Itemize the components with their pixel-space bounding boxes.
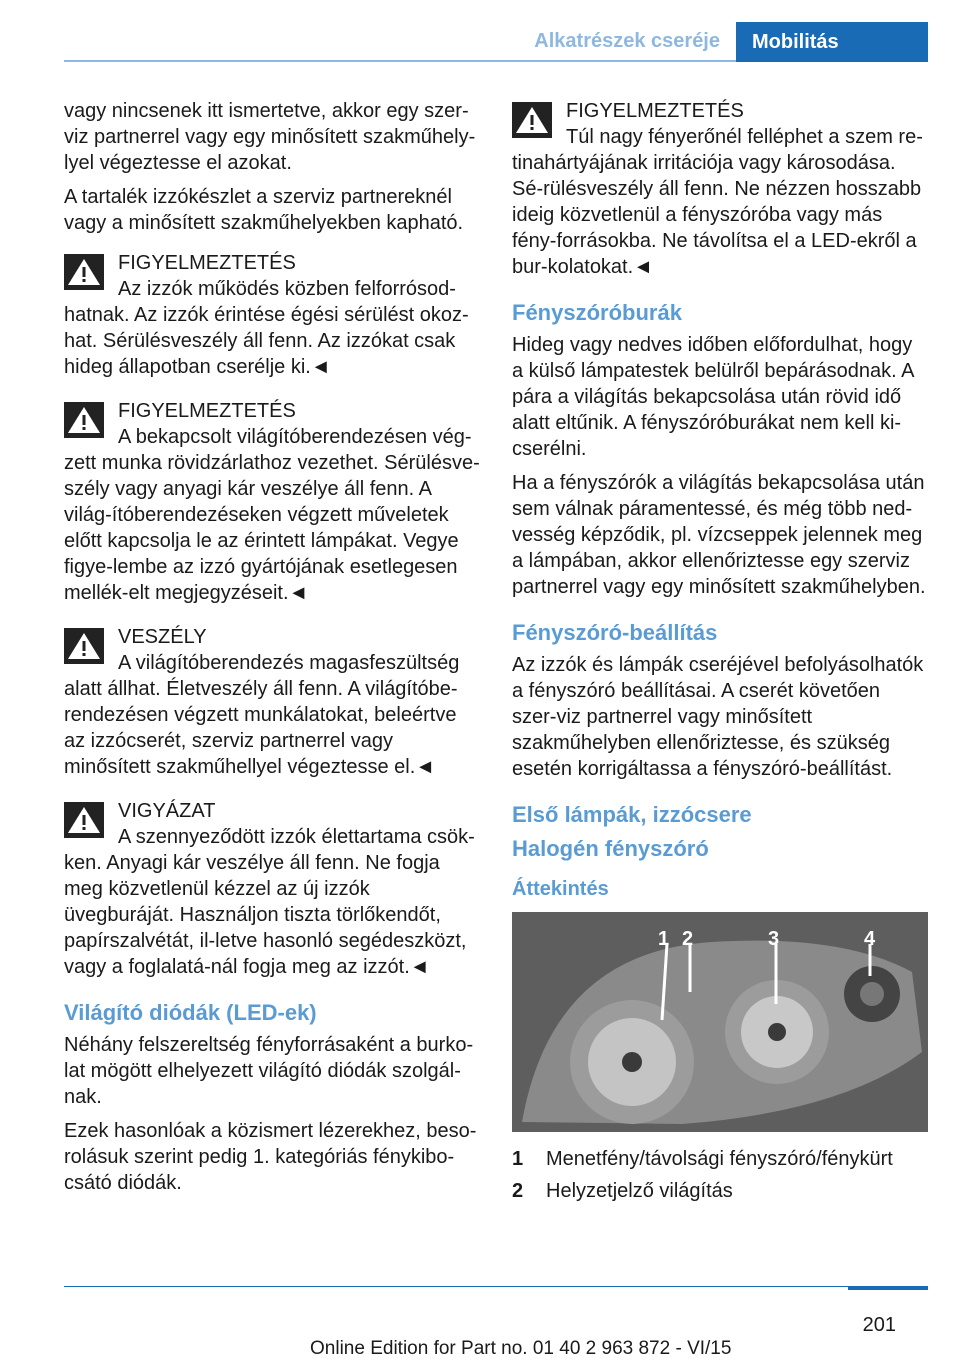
warning-text: Az izzók működés közben felforrósod-hatnak. Az izzók érintése égési sérülést okoz-hat. Sérülésveszély áll fenn. Az izzókat csak hideg állapotban cserélje ki.◄ xyxy=(64,278,469,378)
warning-icon xyxy=(64,402,104,438)
warning-title: FIGYELMEZTETÉS xyxy=(566,100,744,122)
subsection-heading: Halogén fényszóró xyxy=(512,836,709,861)
headlight-photo xyxy=(512,912,928,1132)
warning-title: FIGYELMEZTETÉS xyxy=(118,252,296,274)
photo-label: 1 xyxy=(658,928,670,950)
paragraph: Az izzók és lámpák cseréjével befolyásolhatók a fényszóró beállításai. A cserét követően szer-viz partnerrel vagy minősített szakműhelyben ellenőriztesse, és szükség esetén korrigáltassa a fényszóró-beállítást. xyxy=(512,654,924,780)
legend-number: 2 xyxy=(512,1180,524,1202)
caution-text: A szennyeződött izzók élettartama csök-ken. Anyagi kár veszélye áll fenn. Ne fogja meg közvetlenül kézzel az új izzók üvegburáját. Használjon tiszta törlőkendőt, papírszalvétát, il-letve hasonló segédeszközt, vagy a foglalatá-nál fogja meg az izzót.◄ xyxy=(64,826,475,978)
legend-number: 1 xyxy=(512,1148,524,1170)
legend-item xyxy=(512,1178,928,1204)
paragraph: Hideg vagy nedves időben előfordulhat, hogy a külső lámpatestek belülről bepárásodnak. A pára a világítás bekapcsolása után rövid idő alatt eltűnik. A fényszóróburákat nem kell ki-cserélni. xyxy=(512,334,914,460)
warning-icon xyxy=(64,628,104,664)
sub-subsection-heading: Áttekintés xyxy=(512,878,609,900)
right-column xyxy=(512,98,928,1210)
paragraph: A tartalék izzókészlet a szerviz partnereknél vagy a minősített szakműhelyekben kapható. xyxy=(64,186,464,234)
photo-label: 2 xyxy=(682,928,694,950)
danger-block xyxy=(64,624,480,780)
danger-title: VESZÉLY xyxy=(118,626,207,648)
warning-icon xyxy=(512,102,552,138)
paragraph: Ezek hasonlóak a közismert lézerekhez, beso-rolásuk szerint pedig 1. kategóriás fénykibo-csátó diódák. xyxy=(64,1120,477,1194)
warning-block xyxy=(64,398,480,606)
caution-block xyxy=(64,798,480,980)
section-heading: Világító diódák (LED-ek) xyxy=(64,1000,317,1025)
paragraph: vagy nincsenek itt ismertetve, akkor egy szer-viz partnerrel vagy egy minősített szakműhely-lyel végeztesse el azokat. xyxy=(64,100,476,174)
page-number: 201 xyxy=(862,1314,896,1336)
footer-rule xyxy=(64,1286,928,1287)
legend-text: Menetfény/távolsági fényszóró/fénykürt xyxy=(546,1148,893,1170)
warning-block xyxy=(64,250,480,380)
chapter-tab: Mobilitás xyxy=(736,22,928,62)
edition-note: Online Edition for Part no. 01 40 2 963 872 - VI/15 xyxy=(310,1338,732,1359)
legend-item xyxy=(512,1146,928,1172)
section-heading: Első lámpák, izzócsere xyxy=(512,802,752,827)
section-heading: Fényszóróburák xyxy=(512,300,682,325)
paragraph: Ha a fényszórók a világítás bekapcsolása után sem válnak páramentessé, és még több ned-vesség képződik, pl. vízcseppek jelennek meg a lámpában, akkor ellenőriztesse egy szerviz partnerrel vagy egy minősített szakműhelyben. xyxy=(512,472,926,598)
danger-text: A világítóberendezés magasfeszültség alatt állhat. Életveszély áll fenn. A világítóbe-rendezésen végzett munkálatokat, beleértve az izzócserét, szerviz partnerrel vagy minősített szakműhellyel végeztesse el.◄ xyxy=(64,652,460,778)
page-header xyxy=(0,0,960,62)
section-title: Alkatrészek cseréje xyxy=(534,30,720,52)
warning-text: A bekapcsolt világítóberendezésen vég-zett munka rövidzárlathoz vezethet. Sérülésve-szély vagy anyagi kár veszélye áll fenn. A világ-ítóberendezéseken végzett műveletek előtt kapcsolja le az érintett lámpákat. Vegye figye-lembe az izzó gyártójának esetlegesen mellék-elt megjegyzéseit.◄ xyxy=(64,426,480,604)
photo-label: 3 xyxy=(768,928,780,950)
photo-label: 4 xyxy=(864,928,876,950)
warning-icon xyxy=(64,802,104,838)
warning-block xyxy=(512,98,928,280)
paragraph: Néhány felszereltség fényforrásaként a burko-lat mögött elhelyezett világító diódák szolgál-nak. xyxy=(64,1034,474,1108)
warning-title: FIGYELMEZTETÉS xyxy=(118,400,296,422)
left-column xyxy=(64,98,480,1204)
caution-title: VIGYÁZAT xyxy=(118,800,216,822)
footer-accent xyxy=(848,1286,928,1290)
section-heading: Fényszóró-beállítás xyxy=(512,620,718,645)
warning-icon xyxy=(64,254,104,290)
legend-text: Helyzetjelző világítás xyxy=(546,1180,733,1202)
warning-text: Túl nagy fényerőnél felléphet a szem re-tinahártyájának irritációja vagy károsodása. Sé-rülésveszély áll fenn. Ne nézzen hosszabb ideig közvetlenül a fényszóróba vagy más fény-forrásokba. Ne távolítsa el a LED-ekről a bur-kolatokat.◄ xyxy=(512,126,923,278)
